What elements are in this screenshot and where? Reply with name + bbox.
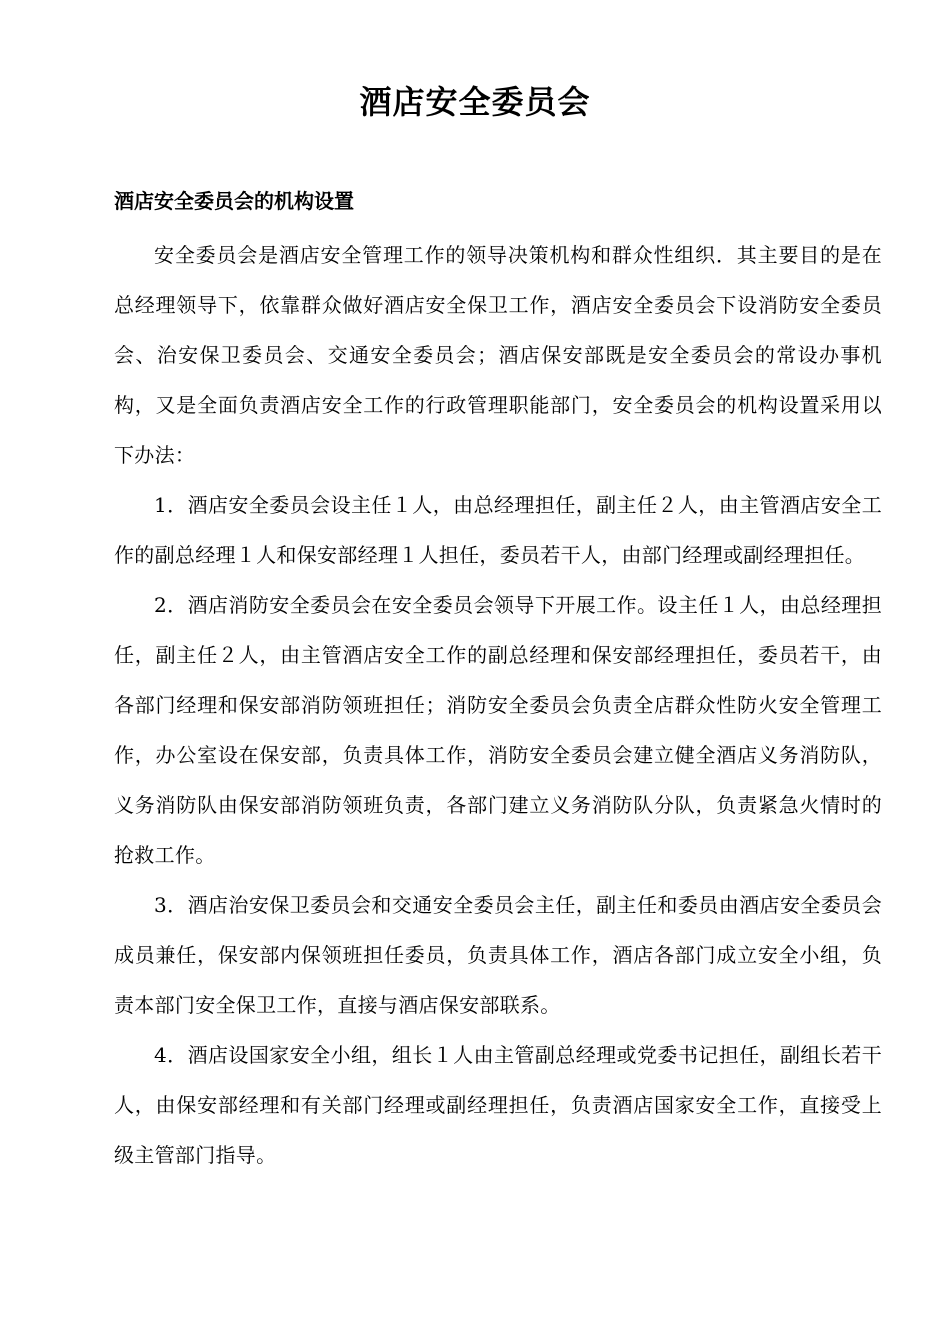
document-body — [114, 230, 882, 1180]
paragraph-item-4: 4．酒店设国家安全小组，组长１人由主管副总经理或党委书记担任，副组长若干人，由保安部经理和有关部门经理或副经理担任，负责酒店国家安全工作，直接受上级主管部门指导。 — [114, 1043, 882, 1167]
paragraph-intro: 安全委员会是酒店安全管理工作的领导决策机构和群众性组织．其主要目的是在总经理领导下，依靠群众做好酒店安全保卫工作，酒店安全委员会下设消防安全委员会、治安保卫委员会、交通安全委员会；酒店保安部既是安全委员会的常设办事机构，又是全面负责酒店安全工作的行政管理职能部门，安全委员会的机构设置采用以下办法： — [114, 243, 882, 467]
paragraph-item-3: 3．酒店治安保卫委员会和交通安全委员会主任，副主任和委员由酒店安全委员会成员兼任，保安部内保领班担任委员，负责具体工作，酒店各部门成立安全小组，负责本部门安全保卫工作，直接与酒店保安部联系。 — [114, 893, 882, 1017]
paragraph-item-2: 2．酒店消防安全委员会在安全委员会领导下开展工作。设主任１人，由总经理担任，副主任２人，由主管酒店安全工作的副总经理和保安部经理担任，委员若干，由各部门经理和保安部消防领班担任；消防安全委员会负责全店群众性防火安全管理工作，办公室设在保安部，负责具体工作，消防安全委员会建立健全酒店义务消防队，义务消防队由保安部消防领班负责，各部门建立义务消防队分队，负责紧急火情时的抢救工作。 — [114, 593, 882, 867]
paragraph-item-1: 1．酒店安全委员会设主任１人，由总经理担任，副主任２人，由主管酒店安全工作的副总经理１人和保安部经理１人担任，委员若干人，由部门经理或副经理担任。 — [114, 493, 882, 567]
document-title: 酒店安全委员会 — [359, 83, 591, 121]
section-heading: 酒店安全委员会的机构设置 — [114, 189, 354, 213]
